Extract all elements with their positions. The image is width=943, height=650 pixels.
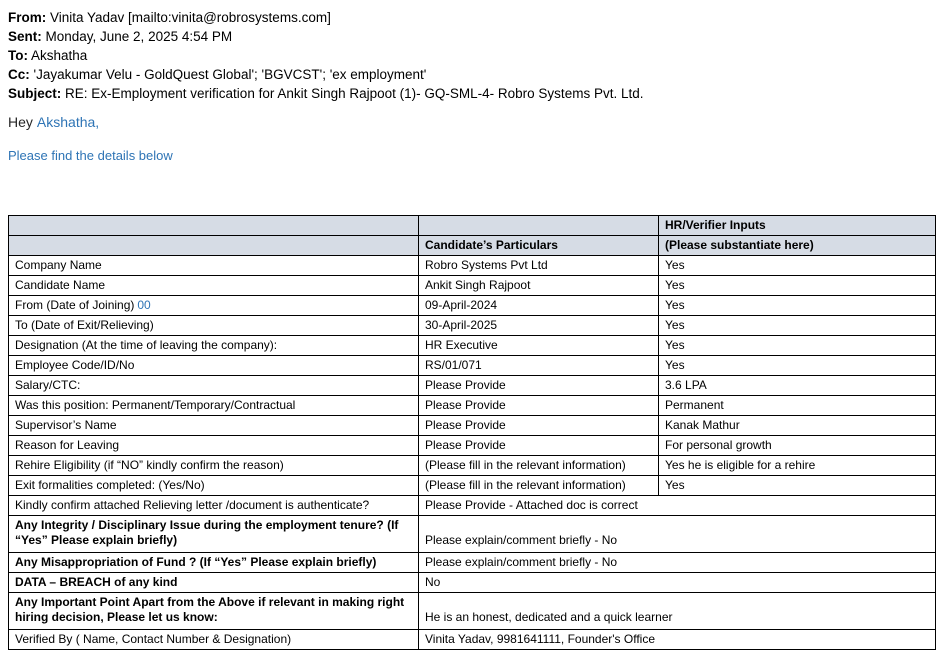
particulars-cell: Robro Systems Pvt Ltd xyxy=(419,256,659,276)
field-label-cell: Exit formalities completed: (Yes/No) xyxy=(9,476,419,496)
table-row-designation xyxy=(9,336,936,356)
greeting-prefix: Hey xyxy=(8,114,33,130)
email-header-from xyxy=(8,8,935,27)
sent-label: Sent: xyxy=(8,29,42,44)
field-label-cell: DATA – BREACH of any kind xyxy=(9,573,419,593)
particulars-cell: Ankit Singh Rajpoot xyxy=(419,276,659,296)
table-row-integrity-issue xyxy=(9,516,936,553)
verifier-cell: Yes xyxy=(659,336,936,356)
table-row-exit-formalities xyxy=(9,476,936,496)
merged-value-cell: Please explain/comment briefly - No xyxy=(419,553,936,573)
table-row-data-breach xyxy=(9,573,936,593)
table-row-candidate-name xyxy=(9,276,936,296)
field-label-cell: Any Integrity / Disciplinary Issue during the employment tenure? (If “Yes” Please explain briefly) xyxy=(9,516,419,553)
subject-value: RE: Ex-Employment verification for Ankit Singh Rajpoot (1)- GQ-SML-4- Robro Systems Pvt. Ltd. xyxy=(61,86,644,101)
merged-value-cell: Please explain/comment briefly - No xyxy=(419,516,936,553)
verifier-cell: Yes xyxy=(659,476,936,496)
merged-value-cell: He is an honest, dedicated and a quick learner xyxy=(419,593,936,630)
table-header-row-2 xyxy=(9,236,936,256)
table-row-relieving-letter xyxy=(9,496,936,516)
particulars-cell: RS/01/071 xyxy=(419,356,659,376)
field-label-cell: Candidate Name xyxy=(9,276,419,296)
field-label-cell: Kindly confirm attached Relieving letter /document is authenticate? xyxy=(9,496,419,516)
verifier-cell: Yes xyxy=(659,356,936,376)
field-label-cell: Designation (At the time of leaving the company): xyxy=(9,336,419,356)
verifier-cell: Yes xyxy=(659,256,936,276)
table-row-company-name xyxy=(9,256,936,276)
table-row-verified-by xyxy=(9,630,936,650)
table-row-salary-ctc xyxy=(9,376,936,396)
from-value: Vinita Yadav [mailto:vinita@robrosystems.com] xyxy=(46,10,331,25)
header-candidate-particulars: Candidate’s Particulars xyxy=(419,236,659,256)
email-header-subject xyxy=(8,84,935,103)
table-row-misappropriation xyxy=(9,553,936,573)
header-verifier-inputs: HR/Verifier Inputs xyxy=(659,216,936,236)
header-empty-cell xyxy=(9,236,419,256)
particulars-cell: (Please fill in the relevant information) xyxy=(419,456,659,476)
particulars-cell: Please Provide xyxy=(419,396,659,416)
table-row-rehire-eligibility xyxy=(9,456,936,476)
from-label: From: xyxy=(8,10,47,25)
field-label-cell xyxy=(9,296,419,316)
header-empty-cell xyxy=(419,216,659,236)
particulars-cell: Please Provide xyxy=(419,436,659,456)
field-label-cell: Any Important Point Apart from the Above if relevant in making right hiring decision, Please let us know: xyxy=(9,593,419,630)
verifier-cell: Yes xyxy=(659,276,936,296)
to-label: To: xyxy=(8,48,28,63)
verifier-cell: 3.6 LPA xyxy=(659,376,936,396)
email-header-to xyxy=(8,46,935,65)
table-row-date-of-exit xyxy=(9,316,936,336)
verifier-cell: Yes he is eligible for a rehire xyxy=(659,456,936,476)
verifier-cell: For personal growth xyxy=(659,436,936,456)
table-row-important-point xyxy=(9,593,936,630)
email-header-cc xyxy=(8,65,935,84)
field-label-cell: Was this position: Permanent/Temporary/Contractual xyxy=(9,396,419,416)
table-row-reason-for-leaving xyxy=(9,436,936,456)
field-label-cell: Rehire Eligibility (if “NO” kindly confirm the reason) xyxy=(9,456,419,476)
cc-value: 'Jayakumar Velu - GoldQuest Global'; 'BGVCST'; 'ex employment' xyxy=(29,67,427,82)
sent-value: Monday, June 2, 2025 4:54 PM xyxy=(41,29,233,44)
verifier-cell: Yes xyxy=(659,316,936,336)
greeting-name: Akshatha, xyxy=(36,114,100,130)
intro-line: Please find the details below xyxy=(8,148,173,163)
field-label-cell: Verified By ( Name, Contact Number & Designation) xyxy=(9,630,419,650)
field-label-cell: Company Name xyxy=(9,256,419,276)
particulars-cell: 09-April-2024 xyxy=(419,296,659,316)
table-row-date-of-joining xyxy=(9,296,936,316)
merged-value-cell: Vinita Yadav, 9981641111, Founder's Office xyxy=(419,630,936,650)
field-label-text: From (Date of Joining) xyxy=(15,298,135,312)
field-label-cell: To (Date of Exit/Relieving) xyxy=(9,316,419,336)
table-header-row-1 xyxy=(9,216,936,236)
header-substantiate: (Please substantiate here) xyxy=(659,236,936,256)
merged-value-cell: Please Provide - Attached doc is correct xyxy=(419,496,936,516)
field-label-cell: Any Misappropriation of Fund ? (If “Yes” Please explain briefly) xyxy=(9,553,419,573)
to-value: Akshatha xyxy=(28,48,88,63)
verification-table xyxy=(8,215,936,650)
table-body xyxy=(9,256,936,650)
cc-label: Cc: xyxy=(8,67,30,82)
table-header xyxy=(9,216,936,256)
email-header-sent xyxy=(8,27,935,46)
particulars-cell: HR Executive xyxy=(419,336,659,356)
verifier-cell: Kanak Mathur xyxy=(659,416,936,436)
merged-value-cell: No xyxy=(419,573,936,593)
table-row-employee-code xyxy=(9,356,936,376)
field-label-cell: Supervisor’s Name xyxy=(9,416,419,436)
particulars-cell: 30-April-2025 xyxy=(419,316,659,336)
particulars-cell: Please Provide xyxy=(419,416,659,436)
verifier-cell: Yes xyxy=(659,296,936,316)
subject-label: Subject: xyxy=(8,86,62,101)
particulars-cell: (Please fill in the relevant information) xyxy=(419,476,659,496)
field-label-cell: Employee Code/ID/No xyxy=(9,356,419,376)
comment-marker: 00 xyxy=(137,298,151,312)
greeting-line xyxy=(8,114,935,131)
email-header-block xyxy=(8,8,935,103)
field-label-cell: Salary/CTC: xyxy=(9,376,419,396)
verifier-cell: Permanent xyxy=(659,396,936,416)
particulars-cell: Please Provide xyxy=(419,376,659,396)
table-row-position-type xyxy=(9,396,936,416)
table-row-supervisor-name xyxy=(9,416,936,436)
header-empty-cell xyxy=(9,216,419,236)
field-label-cell: Reason for Leaving xyxy=(9,436,419,456)
